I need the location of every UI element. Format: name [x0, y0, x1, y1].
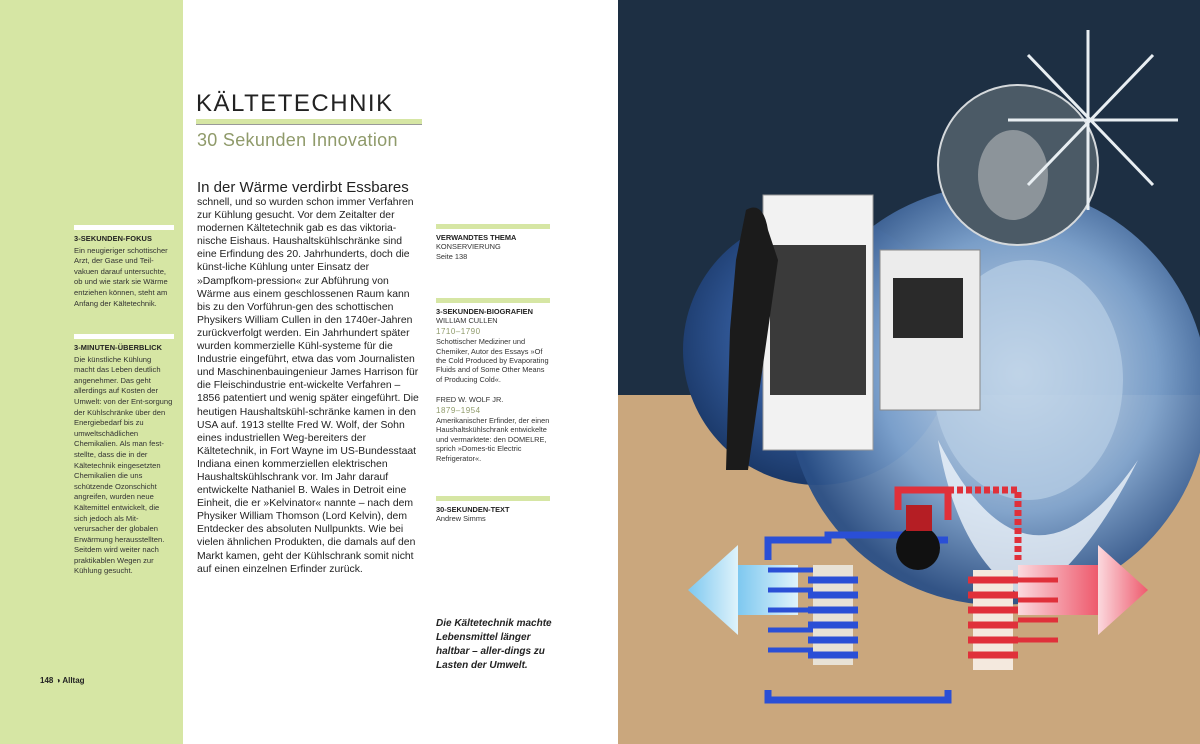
biographies-box — [436, 298, 550, 463]
focus-text: Ein neugieriger schottischer Arzt, der Gase und Teil-vakuen darauf untersuchte, ob und wie stark sie Wärme entziehen können, steht am Anfang der Kältetechnik. — [74, 245, 168, 308]
bio-years-wolf: 1879–1954 — [436, 405, 481, 415]
bios-rule — [436, 298, 550, 303]
illustration-caption: Die Kältetechnik machte Lebensmittel länger haltbar – aller-dings zu Lasten der Umwelt. — [436, 618, 552, 671]
related-heading: VERWANDTES THEMA — [436, 233, 517, 242]
overview-rule — [74, 334, 174, 339]
focus-heading: 3-SEKUNDEN-FOKUS — [74, 234, 152, 243]
body-text: schnell, und so wurden schon immer Verfahren zur Kühlung gesucht. Vor dem Zeitalter der modernen Kältetechnik gab es das viktoria-nische Eishaus. Haushaltskühlschränke sind eine Erfindung des 20. Jahrhunderts, doch die künst-liche Kühlung unter Einsatz der »Dampfkom-pression« zur Abführung von Wärme aus einem geschlossenen Raum kann bis zu den Vorführun-gen des schottischen Physikers William Cullen in den 1740er-Jahren zurückverfolgt werden. Ein Jahrhundert später wurden kommerzielle Kühl-systeme für die Industrie eingeführt, etwa das vom Journalisten und Maschinenbauingenieur James Harrison für die Fleischindustrie ent-wickelte Verfahren – 1856 patentiert und wenig später eingeführt. Die heutigen Haushaltskühl-schränke kamen in den USA auf. 1913 stellte Fred W. Wolf, der Sohn eines industriellen Weg-bereiters der Kältetechnik, in Fort Wayne im US-Bundesstaat Indiana einen kommerziellen elektrischen Haushaltskühlschrank vor. Im Jahr darauf entwickelte Nathaniel B. Wales in Detroit eine Einheit, die er »Kelvinator« nannte – nach dem Physiker William Thomson (Lord Kelvin), dem Entdecker des absoluten Nullpunkts. Wie bei vielen ähnlichen Produkten, die damals auf den Markt kamen, geht der Kühlschrank somit nicht auf einen einzelnen Erfinder zurück. — [197, 197, 419, 575]
page-folio: 148 ◑ Alltag — [40, 676, 85, 685]
overview-heading: 3-MINUTEN-ÜBERBLICK — [74, 343, 163, 352]
page-subtitle: 30 Sekunden Innovation — [197, 130, 398, 150]
text-credit-box — [436, 496, 550, 524]
compressor — [896, 526, 940, 570]
overview-text: Die künstliche Kühlung macht das Leben deutlich angenehmer. Das geht allerdings auf Kosten der Umwelt: von der Ent-sorgung der Kühlschränke über den Energiebedarf bis zu umweltschädlichen Chemikalien. Als man fest-stellte, dass die in der Kältetechnik eingesetzten Chemikalien die uns schützende Ozonschicht angreifen, wurden neue Kältemittel entwickelt, die sich jedoch als Mit-verursacher der globalen Erwärmung herausstellten. Seitdem wird weiter nach praktikablen Wegen zur Kühlung gesucht. — [74, 354, 173, 576]
related-page: Seite 138 — [436, 251, 468, 261]
bio-name-cullen: WILLIAM CULLEN — [436, 316, 498, 326]
refrigeration-illustration — [618, 0, 1200, 744]
bio-text-wolf: Amerikanischer Erfinder, der einen Haushaltskühlschrank entwickelte und vermarktete: den DOMELRE, sprich »Domes-tic Electric Refrigerator«. — [436, 416, 550, 463]
focus-rule — [74, 225, 174, 230]
credit-author: Andrew Simms — [436, 514, 486, 524]
lead-sentence: In der Wärme verdirbt Essbares — [197, 179, 409, 196]
arrow-right-shaft — [1018, 565, 1098, 615]
fridge-interior — [770, 245, 866, 395]
freezer-compartment — [893, 278, 963, 338]
credit-heading: 30-SEKUNDEN-TEXT — [436, 505, 510, 514]
bio-text-cullen: Schottischer Mediziner und Chemiker, Autor des Essays »Of the Cold Produced by Evaporating Fluids and of Some Other Means of Producing Cold«. — [436, 337, 549, 384]
subtitle-rule — [196, 124, 422, 125]
focus-box — [74, 225, 174, 309]
overview-box — [74, 334, 174, 577]
bios-heading: 3-SEKUNDEN-BIOGRAFIEN — [436, 307, 533, 316]
bio-name-wolf: FRED W. WOLF JR. — [436, 395, 504, 405]
page-title: KÄLTETECHNIK — [196, 90, 394, 117]
bio-years-cullen: 1710–1790 — [436, 326, 481, 336]
compressor-motor — [906, 505, 932, 531]
credit-rule — [436, 496, 550, 501]
related-topic-box — [436, 224, 550, 261]
sidebar — [0, 0, 183, 744]
related-topic: KONSERVIERUNG — [436, 242, 501, 252]
related-rule — [436, 224, 550, 229]
